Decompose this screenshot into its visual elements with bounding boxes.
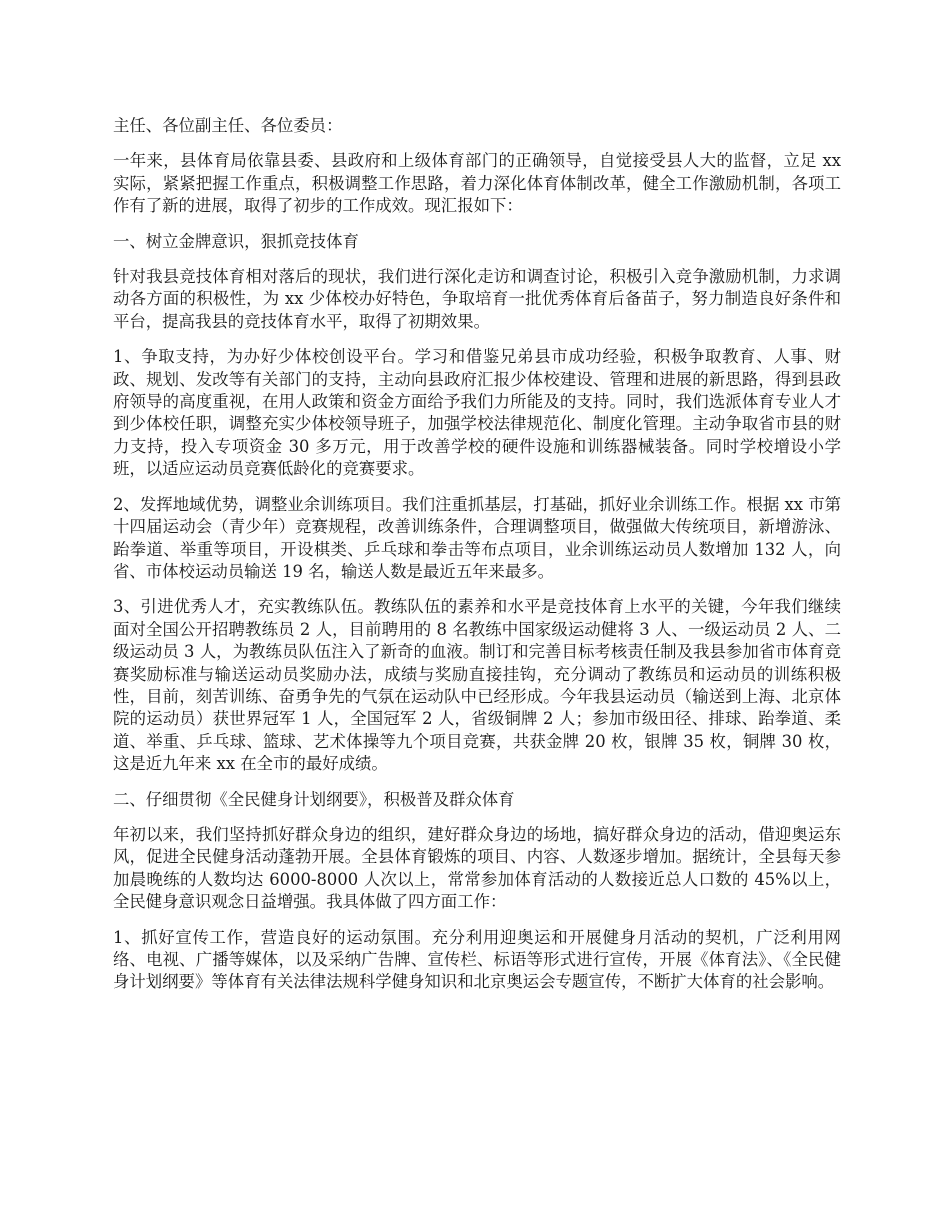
- section-1-item-2: 2、发挥地域优势，调整业余训练项目。我们注重抓基层，打基础，抓好业余训练工作。根据 xx 市第十四届运动会（青少年）竞赛规程，改善训练条件，合理调整项目，做强做大传统项目，新增游泳、跆拳道、举重等项目，开设棋类、乒乓球和拳击等布点项目，业余训练运动员人数增加 132 人，向省、市体校运动员输送 19 名，输送人数是最近五年来最多。: [113, 494, 841, 581]
- section-2-intro-paragraph: 年初以来，我们坚持抓好群众身边的组织，建好群众身边的场地，搞好群众身边的活动，借迎奥运东风，促进全民健身活动蓬勃开展。全县体育锻炼的项目、内容、人数逐步增加。据统计，全县每天参加晨晚练的人数均达 6000-8000 人次以上，常常参加体育活动的人数接近总人口数的 45%以上，全民健身意识观念日益增强。我具体做了四方面工作：: [113, 824, 841, 912]
- section-1-intro-paragraph: 针对我县竞技体育相对落后的现状，我们进行深化走访和调查讨论，积极引入竞争激励机制，力求调动各方面的积极性，为 xx 少体校办好特色，争取培育一批优秀体育后备苗子，努力制造良好条件和平台，提高我县的竞技体育水平，取得了初期效果。: [113, 267, 841, 331]
- section-heading-2: 二、仔细贯彻《全民健身计划纲要》，积极普及群众体育: [113, 789, 515, 809]
- section-heading-1: 一、树立金牌意识，狠抓竞技体育: [113, 231, 359, 251]
- salutation: 主任、各位副主任、各位委员：: [113, 116, 343, 135]
- section-2-item-1: 1、抓好宣传工作，营造良好的运动氛围。充分利用迎奥运和开展健身月活动的契机，广泛利用网络、电视、广播等媒体，以及采纳广告牌、宣传栏、标语等形式进行宣传，开展《体育法》、《全民健身计划纲要》等体育有关法律法规科学健身知识和北京奥运会专题宣传，不断扩大体育的社会影响。: [113, 927, 841, 992]
- intro-paragraph: 一年来，县体育局依靠县委、县政府和上级体育部门的正确领导，自觉接受县人大的监督，立足 xx 实际，紧紧把握工作重点，积极调整工作思路，着力深化体育体制改革，健全工作激励机制，各项工作有了新的进展，取得了初步的工作成效。现汇报如下：: [113, 151, 841, 216]
- section-1-item-3: 3、引进优秀人才，充实教练队伍。教练队伍的素养和水平是竞技体育上水平的关键，今年我们继续面对全国公开招聘教练员 2 人，目前聘用的 8 名教练中国家级运动健将 3 人、一级运动员 2 人、二级运动员 3 人，为教练员队伍注入了新奇的血液。制订和完善目标考核责任制及我县参加省市体育竞赛奖励标准与输送运动员奖励办法，成绩与奖励直接挂钩，充分调动了教练员和运动员的训练积极性，目前，刻苦训练、奋勇争先的气氛在运动队中已经形成。今年我县运动员（输送到上海、北京体院的运动员）获世界冠军 1 人，全国冠军 2 人，省级铜牌 2 人；参加市级田径、排球、跆拳道、柔道、举重、乒乓球、篮球、艺术体操等九个项目竞赛，共获金牌 20 枚，银牌 35 枚，铜牌 30 枚，这是近九年来 xx 在全市的最好成绩。: [113, 597, 841, 774]
- section-1-item-1: 1、争取支持，为办好少体校创设平台。学习和借鉴兄弟县市成功经验，积极争取教育、人事、财政、规划、发改等有关部门的支持，主动向县政府汇报少体校建设、管理和进展的新思路，得到县政府领导的高度重视，在用人政策和资金方面给予我们力所能及的支持。同时，我们选派体育专业人才到少体校任职，调整充实少体校领导班子，加强学校法律规范化、制度化管理。主动争取省市县的财力支持，投入专项资金 30 多万元，用于改善学校的硬件设施和训练器械装备。同时学校增设小学班，以适应运动员竞赛低龄化的竞赛要求。: [113, 347, 841, 479]
- document-body: [113, 115, 841, 1007]
